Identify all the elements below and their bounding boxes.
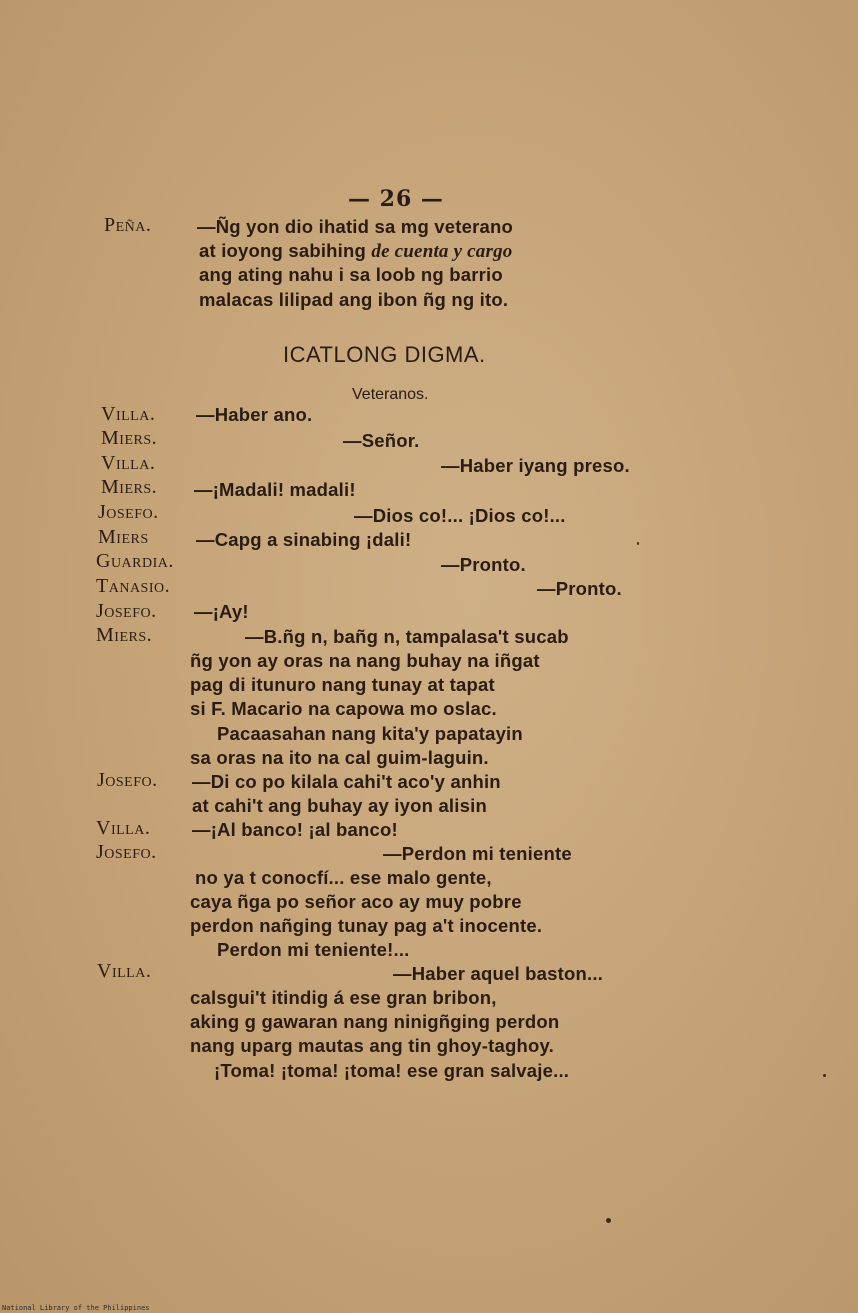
act-heading: ICATLONG DIGMA. <box>283 342 486 367</box>
speaker-name: Tanasio. <box>96 575 171 597</box>
verse-line: —Haber aquel baston... <box>393 963 603 984</box>
speaker-name: Josefo. <box>98 501 159 523</box>
verse-text: at ioyong sabihing <box>199 240 367 261</box>
library-watermark: National Library of the Philippines <box>2 1304 150 1312</box>
dialogue-line: —¡Madali! madali! <box>194 479 356 500</box>
verse-line: Pacaasahan nang kita'y papatayin <box>217 723 523 744</box>
verse-line: no ya t conocfí... ese malo gente, <box>195 867 492 888</box>
verse-line: Perdon mi teniente!... <box>217 939 410 960</box>
verse-line: nang uparg mautas ang tin ghoy-taghoy. <box>190 1035 554 1056</box>
dialogue-line: —¡Ay! <box>194 601 249 622</box>
verse-line: si F. Macario na capowa mo oslac. <box>190 698 497 719</box>
dialogue-line: —Capg a sinabing ¡dali! <box>196 529 412 550</box>
speaker-name: Miers. <box>101 427 158 449</box>
speaker-name: Villa. <box>101 452 156 474</box>
verse-line: ang ating nahu i sa loob ng barrio <box>199 264 503 285</box>
paper-speck <box>823 1074 826 1077</box>
paper-speck <box>637 542 639 545</box>
verse-line: ¡Toma! ¡toma! ¡toma! ese gran salvaje... <box>214 1060 570 1081</box>
verse-line <box>199 240 513 263</box>
speaker-name: Josefo. <box>97 769 158 791</box>
verse-line: caya ñga po señor aco ay muy pobre <box>190 891 522 912</box>
speaker-name: Josefo. <box>96 600 157 622</box>
dialogue-line: —B.ñg n, bañg n, tampalasa't sucab <box>245 626 569 647</box>
speaker-pena: Peña. <box>104 214 152 236</box>
speaker-name: Miers. <box>101 476 158 498</box>
verse-line: —Ñg yon dio ihatid sa mg veterano <box>197 216 514 237</box>
verse-line: at cahi't ang buhay ay iyon alisin <box>192 795 487 816</box>
dialogue-line: —Pronto. <box>537 578 622 599</box>
speaker-name: Miers <box>98 526 149 548</box>
dialogue-line: —Dios co!... ¡Dios co!... <box>354 505 566 526</box>
speaker-name: Villa. <box>96 817 151 839</box>
verse-line: aking g gawaran nang ninigñging perdon <box>190 1011 560 1032</box>
verse-line: pag di itunuro nang tunay at tapat <box>190 674 495 695</box>
scene-subheading: Veteranos. <box>352 386 429 403</box>
dialogue-line: —Señor. <box>343 430 420 451</box>
verse-line: —Di co po kilala cahi't aco'y anhin <box>192 771 501 792</box>
verse-line: ñg yon ay oras na nang buhay na iñgat <box>190 650 540 671</box>
verse-line: calsgui't itindig á ese gran bribon, <box>190 987 497 1008</box>
speaker-name: Guardia. <box>96 550 174 572</box>
speaker-name: Miers. <box>96 624 153 646</box>
page-number: — 26 — <box>348 186 444 212</box>
verse-line: —Perdon mi teniente <box>383 843 572 864</box>
verse-line: malacas lilipad ang ibon ñg ng ito. <box>199 289 509 310</box>
speaker-name: Villa. <box>101 403 156 425</box>
paper-speck <box>606 1218 611 1223</box>
dialogue-line: —¡Al banco! ¡al banco! <box>192 819 398 840</box>
dialogue-line: —Haber ano. <box>196 404 313 425</box>
verse-line: sa oras na ito na cal guim-laguin. <box>190 747 489 768</box>
dialogue-line: —Pronto. <box>441 554 526 575</box>
speaker-name: Villa. <box>97 960 152 982</box>
dialogue-line: —Haber iyang preso. <box>441 455 630 476</box>
speaker-name: Josefo. <box>96 841 157 863</box>
verse-line: perdon nañging tunay pag a't inocente. <box>190 915 543 936</box>
italic-phrase: de cuenta y cargo <box>371 241 513 262</box>
